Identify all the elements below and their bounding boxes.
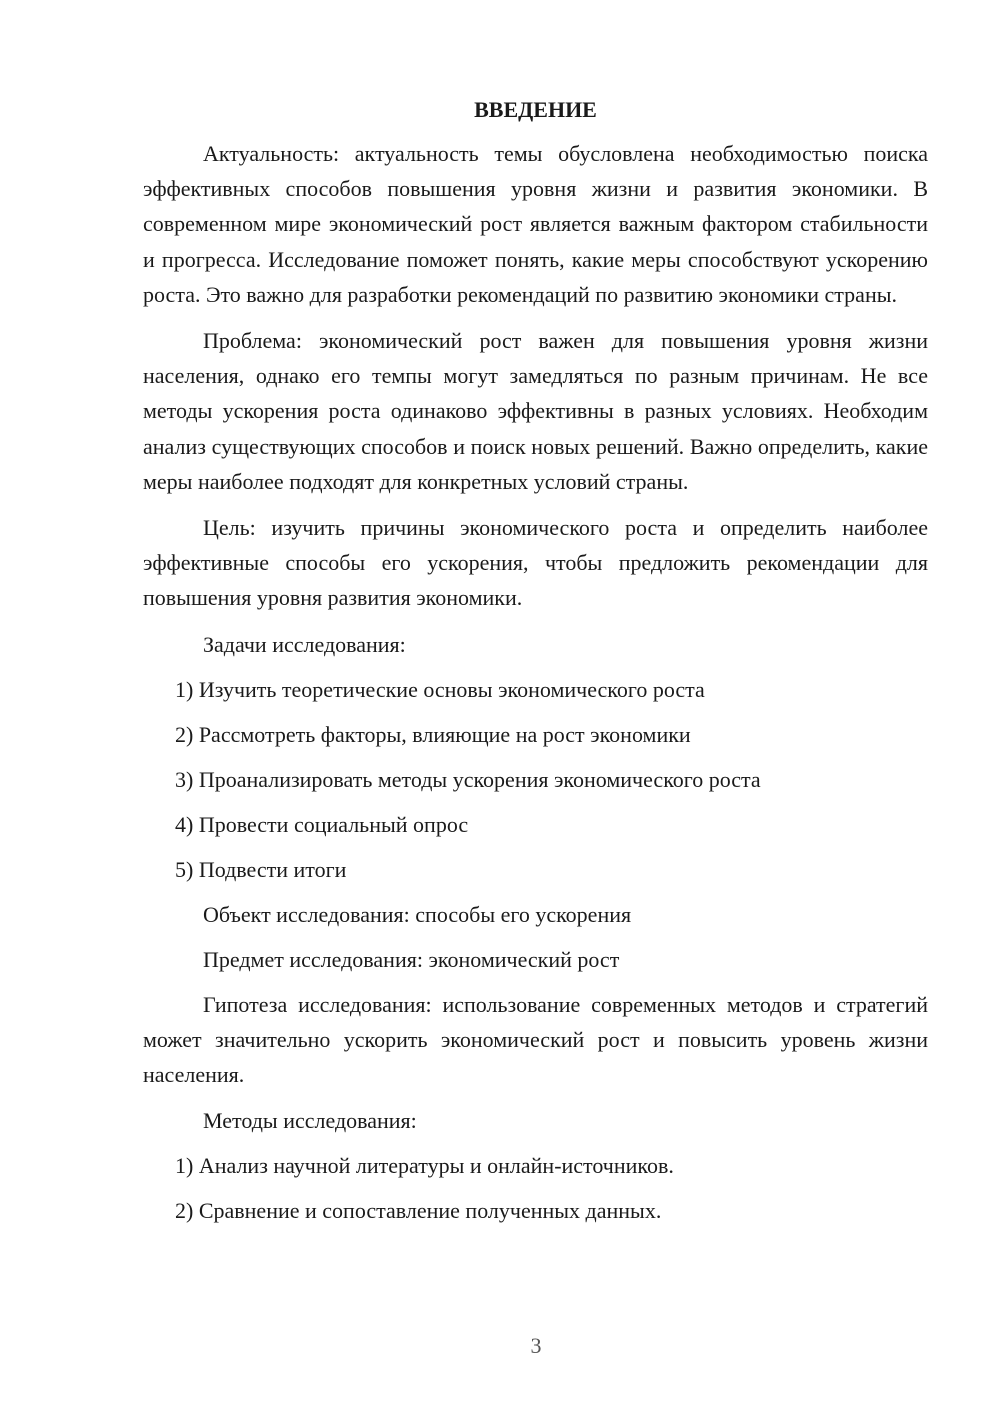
- hypothesis-paragraph: Гипотеза исследования: использование современных методов и стратегий может значительно ускорить экономический рост и повысить уровень жизни населения.: [143, 991, 928, 1088]
- list-item: 4) Провести социальный опрос: [175, 811, 469, 837]
- list-item: 1) Изучить теоретические основы экономического роста: [175, 676, 705, 702]
- page-number: 3: [530, 1333, 542, 1358]
- list-item: 5) Подвести итоги: [175, 856, 347, 882]
- relevance-paragraph: Актуальность: актуальность темы обусловлена необходимостью поиска эффективных способов повышения уровня жизни и развития экономики. В современном мире экономический рост является важным фактором стабильности и прогресса. Исследование поможет понять, какие меры способствуют ускорению роста. Это важно для разработки рекомендаций по развитию экономики страны.: [143, 141, 928, 307]
- goal-paragraph: Цель: изучить причины экономического роста и определить наиболее эффективные способы его ускорения, чтобы предложить рекомендации для повышения уровня развития экономики.: [143, 515, 928, 611]
- subject-line: Предмет исследования: экономический рост: [203, 946, 620, 972]
- object-line: Объект исследования: способы его ускорения: [203, 901, 632, 927]
- methods-heading: Методы исследования:: [203, 1108, 417, 1134]
- section-title: ВВЕДЕНИЕ: [474, 97, 597, 122]
- methods-list: [143, 1148, 928, 1228]
- tasks-list: [143, 672, 928, 887]
- list-item: 2) Рассмотреть факторы, влияющие на рост экономики: [175, 721, 691, 747]
- problem-paragraph: Проблема: экономический рост важен для повышения уровня жизни населения, однако его темпы могут замедляться по разным причинам. Не все методы ускорения роста одинаково эффективны в разных условиях. Необходим анализ существующих способов и поиск новых решений. Важно определить, какие меры наиболее подходят для конкретных условий страны.: [143, 328, 928, 494]
- list-item: 3) Проанализировать методы ускорения экономического роста: [175, 766, 761, 792]
- list-item: 2) Сравнение и сопоставление полученных данных.: [175, 1198, 662, 1224]
- tasks-heading: Задачи исследования:: [203, 631, 406, 657]
- list-item: 1) Анализ научной литературы и онлайн-источников.: [175, 1153, 674, 1179]
- document-page: [143, 92, 928, 1238]
